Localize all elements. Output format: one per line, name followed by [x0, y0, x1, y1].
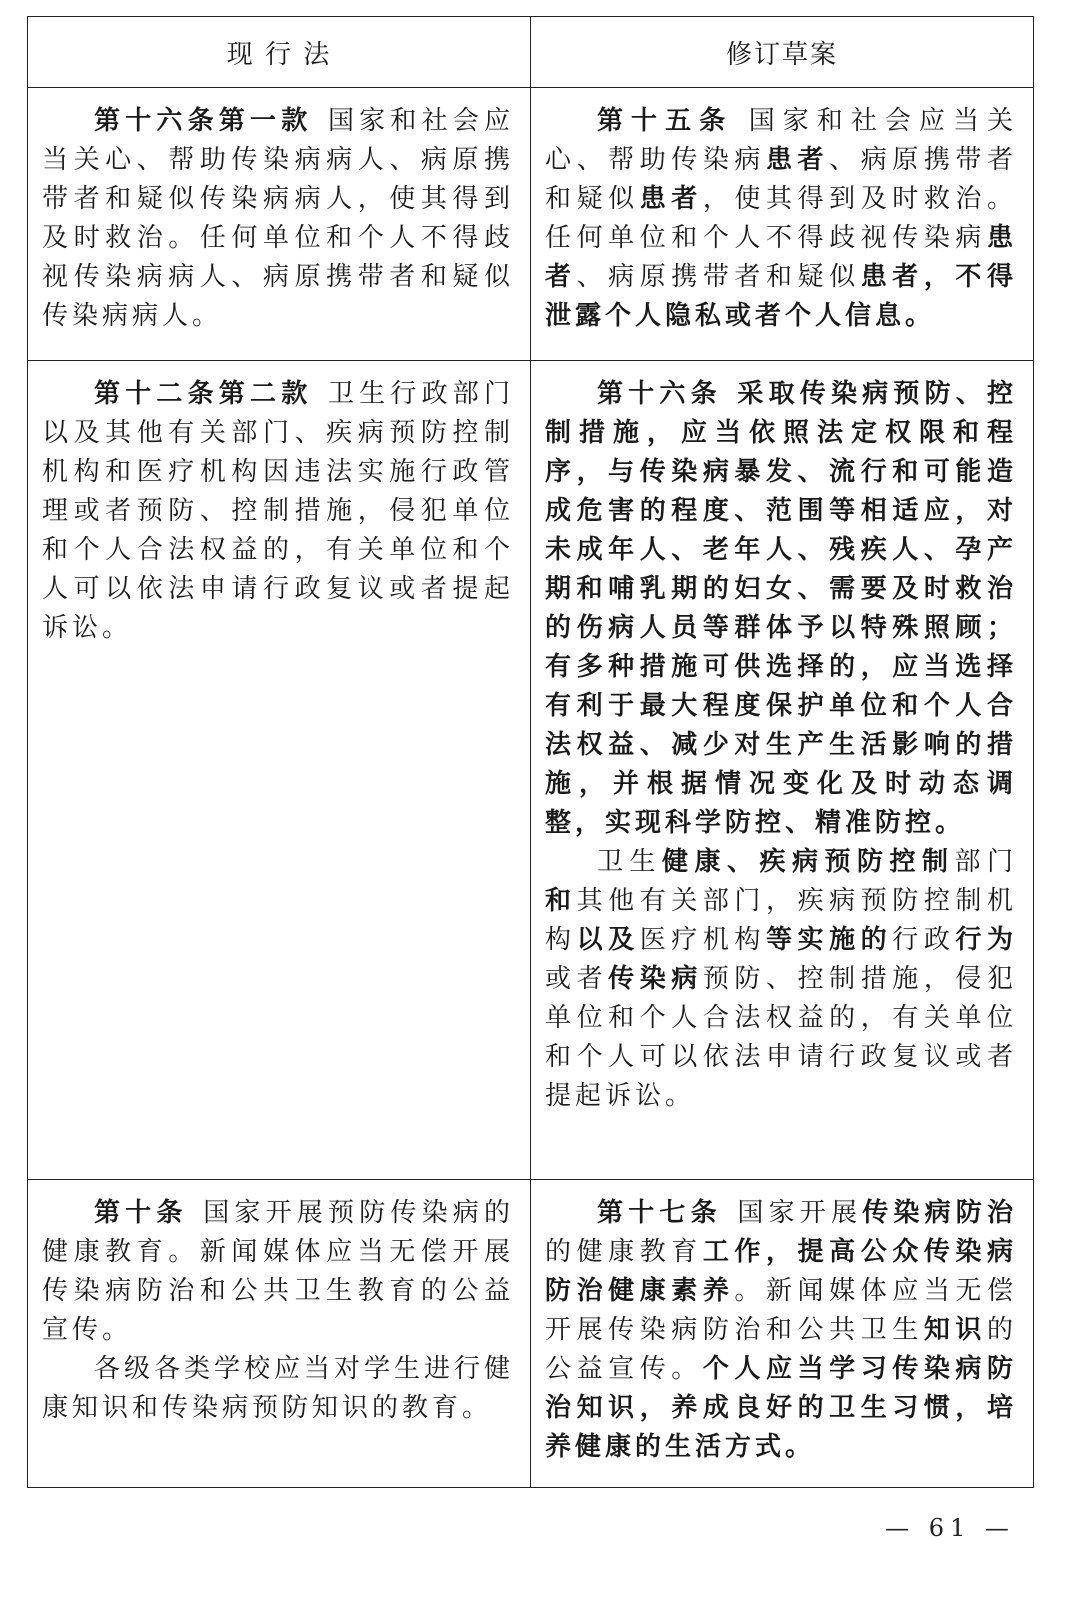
revised-text: 个人应当学习传染病防治知识，养成良好的卫生习惯，培养健康的生活方式。: [545, 1354, 1017, 1462]
article-number: 第十五条: [597, 106, 734, 136]
article-text: 部门: [954, 847, 1017, 877]
table-row: [28, 88, 1034, 361]
article-paragraph: [545, 1194, 1017, 1467]
article-text: 行政: [892, 925, 956, 955]
header-current-law: 现 行 法: [28, 17, 531, 88]
article-number: 第十二条第二款: [94, 379, 313, 409]
article-text: 国家和社会应当关心、帮助传染病病人、病原携带者和疑似传染病病人，使其得到及时救治。任何单位和个人不得歧视传染病病人、病原携带者和疑似传染病病人。: [42, 106, 514, 331]
current-law-cell: [28, 361, 531, 1180]
revised-draft-cell: [531, 1180, 1034, 1488]
article-paragraph: [545, 843, 1017, 1116]
revised-text: 患者: [545, 223, 1017, 292]
article-text: 或者: [545, 964, 609, 994]
current-law-cell: [28, 1180, 531, 1488]
article-paragraph: [42, 1194, 514, 1350]
page-number: — 61 —: [885, 1514, 1015, 1542]
article-number: 第十条: [94, 1198, 188, 1228]
article-paragraph: [545, 375, 1017, 843]
revised-text: 传染病防治: [862, 1198, 1017, 1228]
article-number: 第十六条: [597, 379, 722, 409]
article-text: 、病原携带者和疑似: [576, 262, 861, 292]
current-law-cell: [28, 88, 531, 361]
article-text: ，使其得到及时救治。任何单位和个人不得歧视传染病: [545, 184, 1017, 253]
revised-text: 行为: [955, 925, 1017, 955]
table-row: [28, 361, 1034, 1180]
revised-text: 知识: [923, 1315, 987, 1345]
article-text: 卫生: [597, 847, 662, 877]
article-paragraph: [42, 102, 514, 336]
comparison-table: [27, 16, 1034, 1488]
article-number: 第十七条: [597, 1198, 722, 1228]
table-row: [28, 1180, 1034, 1488]
revised-draft-cell: [531, 88, 1034, 361]
article-text: 医疗机构: [639, 925, 766, 955]
article-text: 、病原携带者和疑似: [545, 145, 1017, 214]
article-text: 其他有关部门，疾病预防控制机构: [545, 886, 1017, 955]
revised-text: 工作，提高公众传染病防治健康素养: [545, 1237, 1017, 1306]
revised-text: 患者: [765, 145, 830, 175]
revised-draft-cell: [531, 361, 1034, 1180]
article-text: 的健康教育: [545, 1237, 703, 1267]
article-text: 国家开展: [737, 1198, 863, 1228]
header-revised-draft: 修订草案: [531, 17, 1034, 88]
revised-text: 患者，不得泄露个人隐私或者个人信息。: [545, 262, 1017, 331]
article-paragraph: [545, 102, 1017, 336]
article-text: 的公益宣传。: [545, 1315, 1017, 1384]
revised-text: 传染病: [608, 964, 703, 994]
article-text: 各级各类学校应当对学生进行健康知识和传染病预防知识的教育。: [42, 1354, 515, 1423]
revised-text: 以及: [576, 925, 640, 955]
article-text: 国家开展预防传染病的健康教育。新闻媒体应当无偿开展传染病防治和公共卫生教育的公益宣传。: [42, 1198, 514, 1345]
revised-text: 健康、疾病预防控制: [662, 847, 955, 877]
article-text: 卫生行政部门以及其他有关部门、疾病预防控制机构和医疗机构因违法实施行政管理或者预防、控制措施，侵犯单位和个人合法权益的，有关单位和个人可以依法申请行政复议或者提起诉讼。: [42, 379, 514, 643]
article-paragraph: [42, 375, 514, 648]
article-number: 第十六条第一款: [94, 106, 313, 136]
revised-text: 采取传染病预防、控制措施，应当依照法定权限和程序，与传染病暴发、流行和可能造成危害的程度、范围等相适应，对未成年人、老年人、残疾人、孕产期和哺乳期的妇女、需要及时救治的伤病人员等群体予以特殊照顾；有多种措施可供选择的，应当选择有利于最大程度保护单位和个人合法权益、减少对生产生活影响的措施，并根据情况变化及时动态调整，实现科学防控、精准防控。: [545, 379, 1017, 838]
article-text: 国家和社会应当关心、帮助传染病: [545, 106, 1017, 175]
article-paragraph: [42, 1350, 514, 1428]
table-header-row: [28, 17, 1034, 88]
article-text: 预防、控制措施，侵犯单位和个人合法权益的，有关单位和个人可以依法申请行政复议或者提起诉讼。: [545, 964, 1017, 1111]
revised-text: 患者: [639, 184, 703, 214]
article-text: 。新闻媒体应当无偿开展传染病防治和公共卫生: [545, 1276, 1017, 1345]
revised-text: 等实施的: [765, 925, 893, 955]
revised-text: 和: [545, 886, 577, 916]
